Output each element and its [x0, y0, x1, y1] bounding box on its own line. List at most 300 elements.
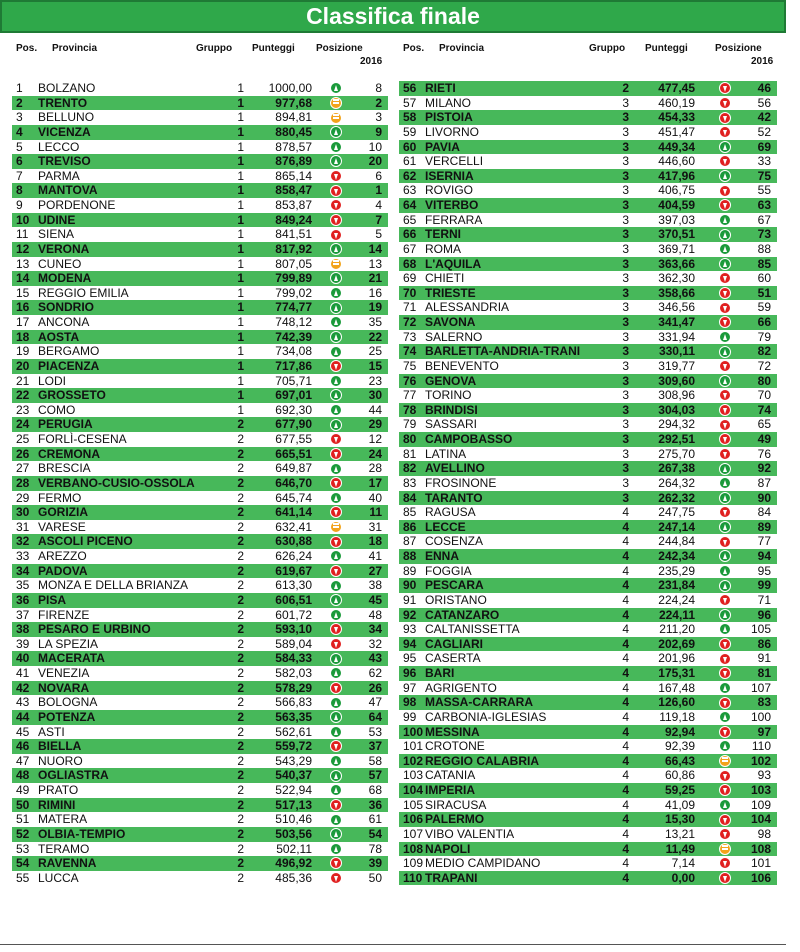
province-cell: L'AQUILA: [425, 256, 482, 271]
province-cell: SASSARI: [425, 417, 478, 432]
table-row: [399, 681, 777, 696]
rank-cell: 17: [16, 315, 30, 329]
arrow-down-icon: [719, 667, 731, 679]
table-row: [12, 169, 388, 184]
group-cell: 2: [237, 446, 244, 461]
group-cell: 3: [622, 227, 629, 242]
province-cell: CAMPOBASSO: [425, 432, 513, 446]
previous-position-cell: 60: [757, 271, 771, 286]
rank-cell: 84: [403, 490, 417, 505]
points-cell: 876,89: [275, 154, 312, 169]
rank-cell: 65: [403, 212, 417, 227]
group-cell: 2: [237, 783, 244, 797]
points-cell: 807,05: [275, 256, 312, 271]
arrow-up-icon: [330, 755, 342, 767]
table-row: [12, 271, 388, 286]
table-row: [399, 783, 777, 798]
arrow-up-icon: [330, 843, 342, 855]
points-cell: 358,66: [658, 285, 695, 300]
group-cell: 4: [622, 826, 629, 841]
equal-icon: [719, 755, 731, 767]
province-cell: PADOVA: [38, 563, 88, 578]
province-cell: CREMONA: [38, 446, 100, 461]
points-cell: 397,03: [658, 212, 695, 227]
table-row: [12, 520, 388, 535]
group-cell: 2: [237, 549, 244, 563]
province-cell: VERONA: [38, 241, 90, 256]
arrow-up-icon: [330, 243, 342, 255]
province-cell: GROSSETO: [38, 388, 106, 403]
equal-icon: [330, 97, 342, 109]
arrow-up-icon: [719, 229, 731, 241]
province-cell: AREZZO: [38, 549, 87, 563]
points-cell: 242,34: [658, 549, 695, 563]
province-cell: GENOVA: [425, 373, 477, 388]
table-row: [399, 725, 777, 740]
points-cell: 346,56: [658, 300, 695, 315]
arrow-down-icon: [719, 697, 731, 709]
arrow-down-icon: [719, 155, 731, 167]
province-cell: FERRARA: [425, 212, 483, 227]
arrow-up-icon: [330, 302, 342, 314]
previous-position-cell: 34: [368, 622, 382, 637]
group-cell: 4: [622, 870, 629, 885]
previous-position-cell: 96: [757, 607, 771, 622]
province-cell: FOGGIA: [425, 563, 472, 578]
table-row: [399, 578, 777, 593]
province-cell: LIVORNO: [425, 124, 480, 139]
table-row: [399, 476, 777, 491]
province-cell: FROSINONE: [425, 475, 497, 490]
province-cell: BIELLA: [38, 739, 82, 754]
table-row: [12, 549, 388, 564]
province-cell: PESARO E URBINO: [38, 622, 151, 637]
rank-cell: 97: [403, 680, 417, 695]
previous-position-cell: 56: [757, 95, 771, 110]
points-cell: 167,48: [658, 680, 695, 695]
group-cell: 3: [622, 315, 629, 329]
table-row: [12, 725, 388, 740]
province-cell: CATANIA: [425, 768, 476, 783]
previous-position-cell: 47: [368, 695, 382, 710]
group-cell: 4: [622, 578, 629, 593]
arrow-down-icon: [719, 857, 731, 869]
table-row: [12, 637, 388, 652]
arrow-down-icon: [719, 82, 731, 94]
points-cell: 330,11: [658, 344, 695, 359]
points-cell: 1000,00: [268, 81, 312, 95]
group-cell: 3: [622, 285, 629, 300]
arrow-down-icon: [719, 126, 731, 138]
group-cell: 3: [622, 402, 629, 417]
table-row: [399, 300, 777, 315]
rank-cell: 58: [403, 110, 417, 125]
previous-position-cell: 18: [368, 534, 382, 549]
group-cell: 4: [622, 841, 629, 856]
group-cell: 3: [622, 198, 629, 212]
table-row: [12, 695, 388, 710]
previous-position-cell: 40: [368, 490, 382, 505]
rank-cell: 33: [16, 549, 30, 563]
points-cell: 619,67: [275, 563, 312, 578]
group-cell: 3: [622, 417, 629, 432]
rank-cell: 101: [403, 739, 424, 754]
previous-position-cell: 10: [368, 139, 382, 154]
province-cell: TRIESTE: [425, 285, 476, 300]
province-cell: REGGIO CALABRIA: [425, 753, 539, 768]
arrow-up-icon: [330, 82, 342, 94]
group-cell: 3: [622, 446, 629, 461]
group-cell: 4: [622, 651, 629, 666]
arrow-down-icon: [719, 448, 731, 460]
group-cell: 2: [237, 432, 244, 446]
rank-cell: 75: [403, 358, 417, 373]
rank-cell: 93: [403, 622, 417, 637]
table-row: [399, 856, 777, 871]
previous-position-cell: 29: [368, 417, 382, 432]
arrow-up-icon: [719, 580, 731, 592]
arrow-down-icon: [719, 784, 731, 796]
previous-position-cell: 63: [757, 198, 771, 212]
group-cell: 1: [237, 402, 244, 417]
previous-position-cell: 52: [757, 124, 771, 139]
arrow-down-icon: [330, 565, 342, 577]
rank-cell: 43: [16, 695, 30, 710]
arrow-up-icon: [719, 740, 731, 752]
previous-position-cell: 107: [750, 680, 771, 695]
table-row: [12, 198, 388, 213]
points-cell: 244,84: [658, 534, 695, 549]
points-cell: 126,60: [658, 695, 695, 710]
table-row: [12, 300, 388, 315]
province-cell: VIBO VALENTIA: [425, 826, 515, 841]
arrow-down-icon: [719, 185, 731, 197]
province-cell: LA SPEZIA: [38, 636, 99, 651]
arrow-up-icon: [330, 609, 342, 621]
province-cell: PESCARA: [425, 578, 484, 593]
previous-position-cell: 1: [375, 183, 382, 198]
rank-cell: 74: [403, 344, 417, 359]
points-cell: 454,33: [658, 110, 695, 125]
group-cell: 2: [237, 461, 244, 476]
points-cell: 562,61: [275, 724, 312, 739]
province-cell: POTENZA: [38, 709, 96, 724]
points-cell: 582,03: [275, 666, 312, 680]
arrow-down-icon: [330, 214, 342, 226]
rank-cell: 87: [403, 534, 417, 549]
rank-cell: 34: [16, 563, 30, 578]
rank-cell: 89: [403, 563, 417, 578]
rank-cell: 80: [403, 432, 417, 446]
points-cell: 363,66: [658, 256, 695, 271]
arrow-down-icon: [330, 477, 342, 489]
rank-cell: 91: [403, 592, 417, 607]
rank-cell: 30: [16, 505, 30, 520]
points-cell: 7,14: [671, 856, 695, 871]
group-cell: 4: [622, 812, 629, 827]
points-cell: 606,51: [275, 592, 312, 607]
rank-cell: 22: [16, 388, 30, 403]
points-cell: 175,31: [658, 666, 695, 680]
points-cell: 309,60: [658, 373, 695, 388]
previous-position-cell: 25: [368, 344, 382, 359]
points-cell: 231,84: [658, 578, 695, 593]
table-row: [399, 154, 777, 169]
points-cell: 646,70: [275, 475, 312, 490]
previous-position-cell: 93: [757, 768, 771, 783]
previous-position-cell: 31: [368, 519, 382, 534]
points-cell: 665,51: [275, 446, 312, 461]
group-cell: 3: [622, 183, 629, 198]
previous-position-cell: 91: [757, 651, 771, 666]
province-cell: TREVISO: [38, 154, 91, 169]
points-cell: 799,02: [275, 285, 312, 300]
group-cell: 1: [237, 212, 244, 227]
points-cell: 60,86: [664, 768, 695, 783]
province-cell: VITERBO: [425, 198, 479, 212]
arrow-up-icon: [719, 375, 731, 387]
group-cell: 2: [622, 81, 629, 95]
table-row: [12, 403, 388, 418]
group-cell: 4: [622, 519, 629, 534]
rank-cell: 39: [16, 636, 30, 651]
group-cell: 4: [622, 592, 629, 607]
group-cell: 1: [237, 329, 244, 344]
previous-position-cell: 55: [757, 183, 771, 198]
province-cell: VERCELLI: [425, 154, 484, 169]
previous-position-cell: 71: [757, 592, 771, 607]
table-body: [12, 81, 388, 885]
province-cell: PIACENZA: [38, 358, 100, 373]
group-cell: 2: [237, 812, 244, 827]
table-row: [399, 651, 777, 666]
table-row: [12, 330, 388, 345]
group-cell: 1: [237, 315, 244, 329]
province-cell: PERUGIA: [38, 417, 93, 432]
province-cell: ROVIGO: [425, 183, 474, 198]
group-cell: 1: [237, 358, 244, 373]
group-cell: 4: [622, 724, 629, 739]
left-table: [12, 37, 388, 885]
rank-cell: 15: [16, 285, 30, 300]
rank-cell: 100: [403, 724, 424, 739]
points-cell: 858,47: [275, 183, 312, 198]
previous-position-cell: 94: [757, 549, 771, 563]
arrow-up-icon: [330, 404, 342, 416]
arrow-down-icon: [330, 638, 342, 650]
table-row: [399, 344, 777, 359]
rank-cell: 5: [16, 139, 23, 154]
points-cell: 92,94: [664, 724, 695, 739]
arrow-up-icon: [719, 623, 731, 635]
previous-position-cell: 9: [375, 124, 382, 139]
points-cell: 517,13: [275, 797, 312, 812]
points-cell: 578,29: [275, 680, 312, 695]
rank-cell: 56: [403, 81, 417, 95]
province-cell: AVELLINO: [425, 461, 485, 476]
group-cell: 2: [237, 636, 244, 651]
table-row: [12, 651, 388, 666]
right-table: [399, 37, 777, 885]
group-cell: 2: [237, 505, 244, 520]
arrow-up-icon: [330, 814, 342, 826]
table-row: [399, 403, 777, 418]
table-row: [399, 666, 777, 681]
arrow-down-icon: [719, 419, 731, 431]
previous-position-cell: 16: [368, 285, 382, 300]
equal-icon: [719, 843, 731, 855]
points-cell: 369,71: [658, 241, 695, 256]
group-cell: 3: [622, 432, 629, 446]
previous-position-cell: 22: [368, 329, 382, 344]
province-cell: TERNI: [425, 227, 461, 242]
group-cell: 2: [237, 768, 244, 783]
previous-position-cell: 45: [368, 592, 382, 607]
points-cell: 446,60: [658, 154, 695, 169]
province-cell: ANCONA: [38, 315, 90, 329]
arrow-up-icon: [330, 419, 342, 431]
previous-position-cell: 65: [757, 417, 771, 432]
previous-position-cell: 21: [368, 271, 382, 286]
arrow-up-icon: [330, 126, 342, 138]
previous-position-cell: 3: [375, 110, 382, 125]
table-row: [399, 227, 777, 242]
arrow-down-icon: [719, 97, 731, 109]
arrow-up-icon: [330, 580, 342, 592]
table-row: [12, 374, 388, 389]
group-cell: 2: [237, 739, 244, 754]
group-cell: 3: [622, 110, 629, 125]
province-cell: ENNA: [425, 549, 460, 563]
points-cell: 817,92: [275, 241, 312, 256]
rank-cell: 42: [16, 680, 30, 695]
previous-position-cell: 14: [368, 241, 382, 256]
points-cell: 404,59: [658, 198, 695, 212]
arrow-up-icon: [330, 463, 342, 475]
rank-cell: 2: [16, 95, 23, 110]
points-cell: 247,75: [658, 505, 695, 520]
previous-position-cell: 77: [757, 534, 771, 549]
table-row: [12, 856, 388, 871]
table-row: [12, 578, 388, 593]
group-cell: 4: [622, 563, 629, 578]
table-row: [12, 622, 388, 637]
province-cell: RIMINI: [38, 797, 76, 812]
rank-cell: 13: [16, 256, 30, 271]
rank-cell: 85: [403, 505, 417, 520]
table-row: [399, 798, 777, 813]
table-row: [12, 227, 388, 242]
group-cell: 3: [622, 490, 629, 505]
arrow-up-icon: [330, 653, 342, 665]
table-row: [399, 710, 777, 725]
previous-position-cell: 85: [757, 256, 771, 271]
province-cell: BARLETTA-ANDRIA-TRANI: [425, 344, 581, 359]
rank-cell: 61: [403, 154, 417, 169]
province-cell: PARMA: [38, 168, 80, 183]
previous-position-cell: 79: [757, 329, 771, 344]
group-cell: 2: [237, 578, 244, 593]
points-cell: 449,34: [658, 139, 695, 154]
arrow-down-icon: [330, 506, 342, 518]
rank-cell: 98: [403, 695, 417, 710]
points-cell: 119,18: [659, 709, 695, 724]
points-cell: 697,01: [275, 388, 312, 403]
table-row: [399, 417, 777, 432]
points-cell: 977,68: [275, 95, 312, 110]
table-row: [12, 681, 388, 696]
rank-cell: 3: [16, 110, 23, 125]
table-row: [12, 110, 388, 125]
points-cell: 742,39: [275, 329, 312, 344]
rank-cell: 55: [16, 870, 30, 885]
arrow-up-icon: [719, 682, 731, 694]
rank-cell: 35: [16, 578, 30, 593]
points-cell: 601,72: [275, 607, 312, 622]
rank-cell: 109: [403, 856, 424, 871]
table-row: [12, 242, 388, 257]
arrow-down-icon: [719, 536, 731, 548]
previous-position-cell: 4: [375, 198, 382, 212]
arrow-down-icon: [719, 199, 731, 211]
previous-position-cell: 88: [757, 241, 771, 256]
points-cell: 201,96: [658, 651, 695, 666]
province-cell: OGLIASTRA: [38, 768, 109, 783]
province-cell: VENEZIA: [38, 666, 90, 680]
group-cell: 3: [622, 373, 629, 388]
province-cell: BENEVENTO: [425, 358, 499, 373]
group-cell: 2: [237, 417, 244, 432]
points-cell: 593,10: [275, 622, 312, 637]
previous-position-cell: 102: [750, 753, 771, 768]
group-cell: 3: [622, 329, 629, 344]
header-points: Punteggi: [252, 43, 295, 54]
footer-divider: [0, 944, 786, 945]
points-cell: 485,36: [275, 870, 312, 885]
table-row: [399, 183, 777, 198]
header-group: Gruppo: [589, 43, 626, 54]
group-cell: 1: [237, 227, 244, 242]
arrow-down-icon: [719, 112, 731, 124]
arrow-down-icon: [719, 828, 731, 840]
points-cell: 559,72: [275, 739, 312, 754]
group-cell: 3: [622, 139, 629, 154]
table-row: [12, 344, 388, 359]
arrow-up-icon: [330, 492, 342, 504]
table-row: [399, 169, 777, 184]
table-row: [399, 359, 777, 374]
table-row: [12, 491, 388, 506]
points-cell: 304,03: [658, 402, 695, 417]
rank-cell: 90: [403, 578, 417, 593]
previous-position-cell: 61: [368, 812, 382, 827]
rank-cell: 51: [16, 812, 30, 827]
arrow-up-icon: [719, 521, 731, 533]
rank-cell: 38: [16, 622, 30, 637]
arrow-up-icon: [719, 141, 731, 153]
table-row: [12, 666, 388, 681]
table-row: [399, 374, 777, 389]
group-cell: 3: [622, 461, 629, 476]
header-points: Punteggi: [645, 43, 688, 54]
arrow-down-icon: [719, 653, 731, 665]
points-cell: 540,37: [275, 768, 312, 783]
rank-cell: 20: [16, 358, 30, 373]
arrow-down-icon: [330, 448, 342, 460]
group-cell: 1: [237, 95, 244, 110]
points-cell: 522,94: [275, 783, 312, 797]
header-position: Posizione: [316, 43, 363, 54]
